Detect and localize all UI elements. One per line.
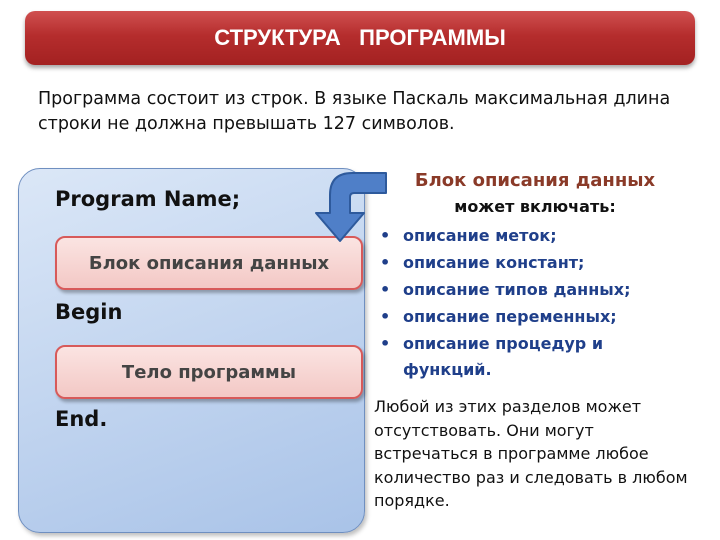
- bullet-icon: •: [380, 307, 391, 326]
- list-item-label: описание переменных;: [403, 307, 617, 326]
- list-item-label: описание констант;: [403, 253, 585, 272]
- list-item: [377, 304, 697, 330]
- description-note: Любой из этих разделов может отсутствовать. Они могут встречаться в программе любое количество раз и следовать в любом порядке.: [374, 397, 688, 510]
- description-list: [377, 223, 697, 384]
- list-item-label: описание типов данных;: [403, 280, 631, 299]
- list-item: [377, 331, 697, 383]
- intro-text: Программа состоит из строк. В языке Паскаль максимальная длина строки не должна превышать 127 символов.: [38, 89, 671, 134]
- description-title: Блок описания данных: [414, 170, 656, 191]
- program-name-line: Program Name;: [55, 187, 241, 211]
- begin-keyword: Begin: [55, 300, 123, 324]
- end-keyword: End.: [55, 407, 108, 431]
- slide-title: СТРУКТУРА ПРОГРАММЫ: [214, 25, 506, 50]
- bullet-icon: •: [380, 280, 391, 299]
- program-body-box: Тело программы: [55, 345, 363, 399]
- list-item-label: описание меток;: [403, 226, 557, 245]
- description-subtitle: может включать:: [454, 197, 616, 216]
- list-item-label: описание процедур и функций.: [403, 334, 604, 379]
- list-item: [377, 277, 697, 303]
- bullet-icon: •: [380, 334, 391, 353]
- bullet-icon: •: [380, 253, 391, 272]
- list-item: [377, 223, 697, 249]
- list-item: [377, 250, 697, 276]
- title-bar: [25, 11, 695, 65]
- data-block-box: Блок описания данных: [55, 236, 363, 290]
- bullet-icon: •: [380, 226, 391, 245]
